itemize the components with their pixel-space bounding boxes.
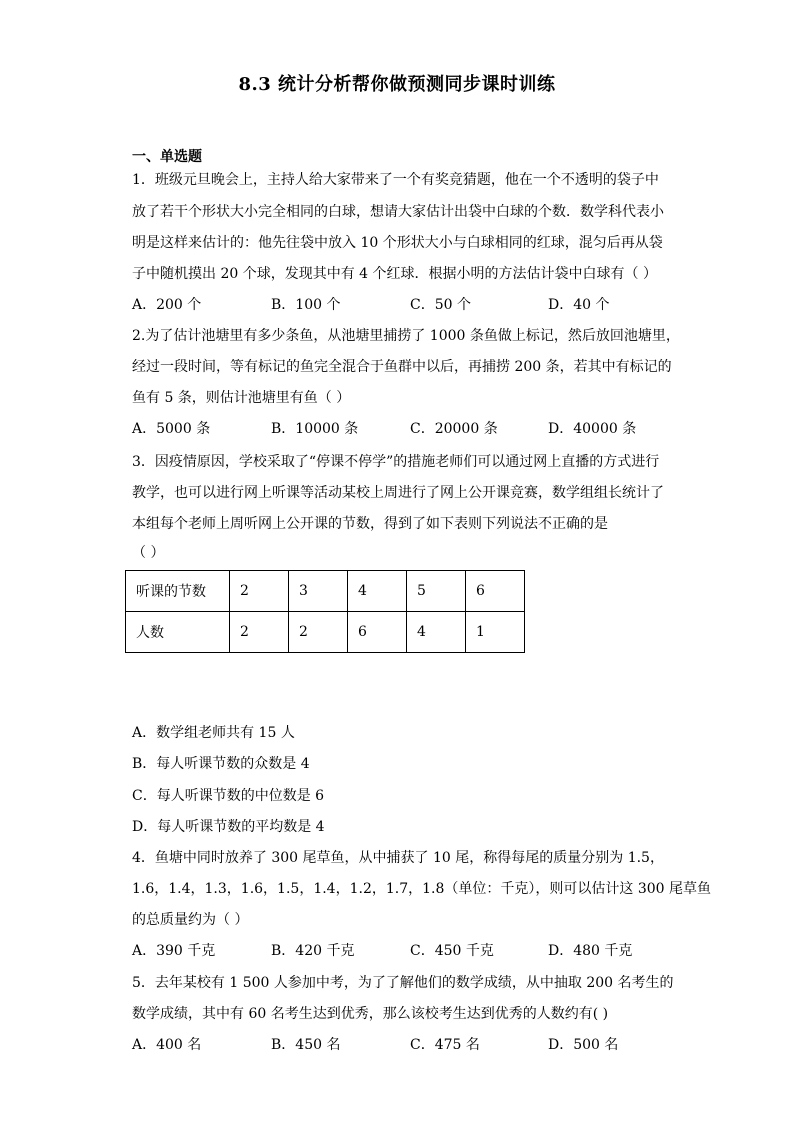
option-d: D．40000 条 bbox=[548, 421, 637, 437]
table-cell: 2 bbox=[230, 612, 289, 653]
table-cell: 4 bbox=[348, 571, 407, 612]
question-text-line: 本组每个老师上周听网上公开课的节数，得到了如下表则下列说法不正确的是 bbox=[132, 516, 608, 532]
option-b: B．每人听课节数的众数是 4 bbox=[132, 756, 310, 772]
question-text-line: 3．因疫情原因，学校采取了“停课不停学”的措施老师们可以通过网上直播的方式进行 bbox=[132, 454, 660, 470]
option-a: A．数学组老师共有 15 人 bbox=[132, 725, 295, 741]
table-cell: 人数 bbox=[126, 612, 230, 653]
question-text-line: （ ） bbox=[132, 545, 165, 561]
option-a: A．400 名 bbox=[132, 1037, 202, 1053]
data-table bbox=[125, 570, 525, 653]
option-d: D．每人听课节数的平均数是 4 bbox=[132, 819, 325, 835]
option-b: B．450 名 bbox=[271, 1037, 341, 1053]
option-a: A．390 千克 bbox=[132, 943, 216, 959]
section-heading: 一、单选题 bbox=[132, 149, 202, 165]
table-cell: 4 bbox=[407, 612, 466, 653]
option-b: B．100 个 bbox=[271, 297, 341, 313]
question-text-line: 放了若干个形状大小完全相同的白球，想请大家估计出袋中白球的个数．数学科代表小 bbox=[132, 204, 664, 220]
question-text-line: 1.6，1.4，1.3，1.6，1.5，1.4，1.2，1.7，1.8（单位：千克），则可以估计这 300 尾草鱼 bbox=[132, 881, 712, 897]
option-d: D．40 个 bbox=[548, 297, 610, 313]
question-text-line: 教学，也可以进行网上听课等活动某校上周进行了网上公开课竞赛，数学组组长统计了 bbox=[132, 485, 664, 501]
question-text-line: 的总质量约为（ ） bbox=[132, 912, 249, 928]
option-c: C．20000 条 bbox=[410, 421, 498, 437]
table-cell: 听课的节数 bbox=[126, 571, 230, 612]
question-text-line: 鱼有 5 条，则估计池塘里有鱼（ ） bbox=[132, 390, 351, 406]
table-cell: 1 bbox=[466, 612, 525, 653]
table-cell: 3 bbox=[289, 571, 348, 612]
option-c: C．50 个 bbox=[410, 297, 471, 313]
option-b: B．420 千克 bbox=[271, 943, 355, 959]
option-d: D．500 名 bbox=[548, 1037, 619, 1053]
question-text-line: 子中随机摸出 20 个球，发现其中有 4 个红球．根据小明的方法估计袋中白球有（ ） bbox=[132, 266, 657, 282]
option-a: A．5000 条 bbox=[132, 421, 211, 437]
table-cell: 6 bbox=[348, 612, 407, 653]
option-a: A．200 个 bbox=[132, 297, 202, 313]
table-cell: 2 bbox=[289, 612, 348, 653]
table-row bbox=[126, 612, 525, 653]
question-text-line: 1．班级元旦晚会上，主持人给大家带来了一个有奖竞猜题，他在一个不透明的袋子中 bbox=[132, 172, 659, 188]
option-b: B．10000 条 bbox=[271, 421, 359, 437]
question-text-line: 明是这样来估计的：他先往袋中放入 10 个形状大小与白球相同的红球，混匀后再从袋 bbox=[132, 235, 663, 251]
question-text-line: 5．去年某校有 1 500 人参加中考，为了了解他们的数学成绩，从中抽取 200 名考生的 bbox=[132, 975, 674, 991]
option-c: C．475 名 bbox=[410, 1037, 480, 1053]
question-text-line: 2.为了估计池塘里有多少条鱼，从池塘里捕捞了 1000 条鱼做上标记，然后放回池塘里， bbox=[132, 328, 680, 344]
question-text-line: 4．鱼塘中同时放养了 300 尾草鱼，从中捕获了 10 尾，称得每尾的质量分别为 1.5， bbox=[132, 850, 664, 866]
question-text-line: 经过一段时间，等有标记的鱼完全混合于鱼群中以后，再捕捞 200 条，若其中有标记的 bbox=[132, 359, 672, 375]
page-title: 8.3 统计分析帮你做预测同步课时训练 bbox=[238, 74, 556, 95]
option-c: C．每人听课节数的中位数是 6 bbox=[132, 788, 325, 804]
table-row bbox=[126, 571, 525, 612]
table-cell: 5 bbox=[407, 571, 466, 612]
table-cell: 2 bbox=[230, 571, 289, 612]
option-c: C．450 千克 bbox=[410, 943, 494, 959]
question-text-line: 数学成绩，其中有 60 名考生达到优秀，那么该校考生达到优秀的人数约有( ) bbox=[132, 1006, 609, 1022]
option-d: D．480 千克 bbox=[548, 943, 633, 959]
table-cell: 6 bbox=[466, 571, 525, 612]
